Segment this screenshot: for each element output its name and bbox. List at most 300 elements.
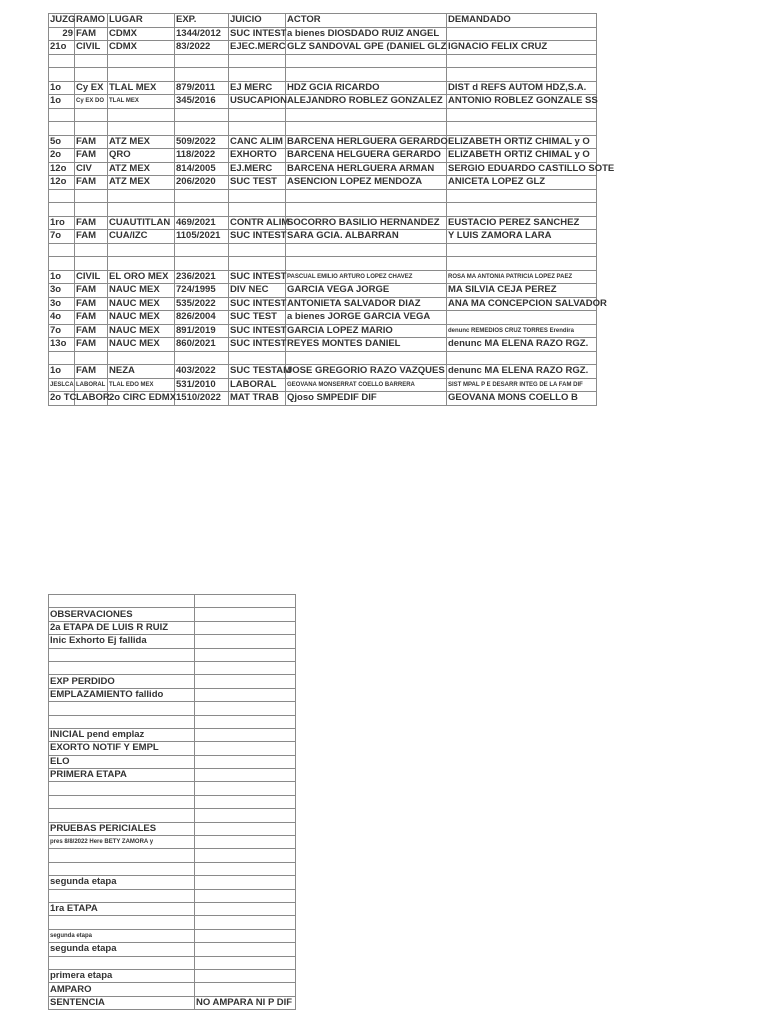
- table-cell: EUSTACIO PEREZ SANCHEZ: [447, 216, 597, 230]
- table-cell: 206/2020: [175, 176, 229, 190]
- table-cell: CDMX: [108, 27, 175, 41]
- table-row: [49, 392, 597, 406]
- table-cell: INICIAL pend emplaz: [49, 728, 195, 741]
- table-cell: [49, 351, 75, 365]
- table-cell: [195, 595, 296, 608]
- table-cell: [286, 257, 447, 271]
- table-cell: DIV NEC: [229, 284, 286, 298]
- table-cell: [447, 311, 597, 325]
- table-cell: CONTR ALIM: [230, 216, 290, 228]
- table-cell: ELIZABETH ORTIZ CHIMAL y O: [447, 149, 597, 163]
- table-cell: REYES MONTES DANIEL: [286, 338, 447, 352]
- table-row: [49, 338, 597, 352]
- table-cell: JOSE GREGORIO RAZO VAZQUES: [287, 365, 445, 377]
- table-cell: [195, 849, 296, 862]
- table-cell: [286, 68, 447, 82]
- table-cell: [49, 203, 75, 217]
- table-row: [49, 176, 597, 190]
- table-cell: [75, 68, 108, 82]
- table-cell: denunc MA ELENA RAZO RGZ.: [447, 338, 597, 352]
- table-cell: 2o TC: [50, 392, 77, 404]
- table-cell: [75, 108, 108, 122]
- table-cell: [447, 68, 597, 82]
- table-cell: ALEJANDRO ROBLEZ GONZALEZ: [286, 95, 447, 109]
- table-cell: NAUC MEX: [108, 297, 175, 311]
- table-cell: EXP PERDIDO: [49, 675, 195, 688]
- table-cell: [286, 189, 447, 203]
- table-cell: ASENCION LOPEZ MENDOZA: [286, 176, 447, 190]
- table-cell: 3o: [49, 297, 75, 311]
- table-row: [49, 54, 597, 68]
- table-cell: SUC INTEST: [230, 230, 287, 242]
- table-cell: GLZ SANDOVAL GPE (DANIEL GLZ: [287, 41, 447, 53]
- table-cell: [286, 122, 447, 136]
- table-cell: 1344/2012: [175, 27, 229, 41]
- table-cell: [49, 595, 195, 608]
- table-row: [49, 943, 296, 956]
- table-cell: QRO: [108, 149, 175, 163]
- table-cell: TLAL MEX: [108, 81, 175, 95]
- table-cell: FAM: [75, 216, 108, 230]
- table-cell: 860/2021: [175, 338, 229, 352]
- table-cell: 12o: [49, 176, 75, 190]
- table-cell: [195, 635, 296, 648]
- table-cell: [49, 916, 195, 929]
- table-cell: [195, 782, 296, 795]
- table-cell: [75, 257, 108, 271]
- table-cell: SERGIO EDUARDO CASTILLO SOTE: [448, 162, 615, 174]
- table-cell: [195, 916, 296, 929]
- table-cell: 1o: [49, 95, 75, 109]
- table-cell: 826/2004: [175, 311, 229, 325]
- table-cell: Y LUIS ZAMORA LARA: [447, 230, 597, 244]
- table-row: [49, 608, 296, 621]
- table-cell: CDMX: [108, 41, 175, 55]
- table-row: [49, 795, 296, 808]
- table-cell: SOCORRO BASILIO HERNANDEZ: [286, 216, 447, 230]
- table-cell: [195, 943, 296, 956]
- table-cell: Qjoso SMPEDIF DIF: [286, 392, 447, 406]
- table-cell: [175, 108, 229, 122]
- table-row: [49, 27, 597, 41]
- table-row: [49, 983, 296, 996]
- table-cell: 83/2022: [175, 41, 229, 55]
- table-cell: 7o: [49, 230, 75, 244]
- table-cell: MA SILVIA CEJA PEREZ: [447, 284, 597, 298]
- table-cell: [447, 108, 597, 122]
- table-row: [49, 782, 296, 795]
- table-cell: IGNACIO FELIX CRUZ: [447, 41, 597, 55]
- table-cell: CUA/IZC: [108, 230, 175, 244]
- table-cell: segunda etapa: [49, 929, 195, 942]
- table-cell: [195, 822, 296, 835]
- table-cell: [447, 27, 597, 41]
- table-cell: segunda etapa: [49, 943, 195, 956]
- column-header: RAMO: [75, 14, 108, 28]
- table-cell: [195, 702, 296, 715]
- table-cell: [49, 189, 75, 203]
- table-cell: FAM: [75, 149, 108, 163]
- table-cell: NAUC MEX: [108, 311, 175, 325]
- table-row: [49, 108, 597, 122]
- table-cell: [195, 876, 296, 889]
- table-row: [49, 635, 296, 648]
- table-cell: EXORTO NOTIF Y EMPL: [49, 742, 195, 755]
- table-row: [49, 675, 296, 688]
- table-cell: CUAUTITLAN: [108, 216, 175, 230]
- table-row: [49, 230, 597, 244]
- table-cell: [229, 351, 286, 365]
- table-cell: FAM: [75, 297, 108, 311]
- table-cell: [49, 862, 195, 875]
- table-cell: 4o: [49, 311, 75, 325]
- table-cell: [108, 243, 175, 257]
- table-cell: BARCENA HELGUERA GERARDO: [286, 149, 447, 163]
- table-cell: LABOR.: [76, 392, 113, 404]
- column-header: DEMANDADO: [447, 14, 597, 28]
- table-cell: TLAL MEX: [108, 95, 175, 109]
- table-cell: SUC TEST: [229, 176, 286, 190]
- table-cell: a bienes DIOSDADO RUIZ ANGEL: [286, 27, 447, 41]
- table-cell: [195, 742, 296, 755]
- table-cell: SARA GCIA. ALBARRAN: [286, 230, 447, 244]
- table-cell: 403/2022: [175, 365, 229, 379]
- table-row: [49, 755, 296, 768]
- table-cell: FAM: [75, 27, 108, 41]
- table-cell: [49, 782, 195, 795]
- table-cell: [49, 257, 75, 271]
- table-cell: PRUEBAS PERICIALES: [49, 822, 195, 835]
- table-cell: ATZ MEX: [108, 135, 175, 149]
- table-cell: [195, 715, 296, 728]
- table-cell: SIST MPAL P E DESARR INTEG DE LA FAM DIF: [447, 378, 597, 392]
- table-row: [49, 203, 597, 217]
- table-cell: 2o: [49, 149, 75, 163]
- table-row: [49, 809, 296, 822]
- table-cell: PASCUAL EMILIO ARTURO LOPEZ CHAVEZ: [286, 270, 447, 284]
- table-cell: ROSA MA ANTONIA PATRICIA LOPEZ PAEZ: [447, 270, 597, 284]
- table-cell: pres 8/8/2022 Here BETY ZAMORA y: [49, 836, 195, 849]
- table-cell: [195, 862, 296, 875]
- table-row: [49, 284, 597, 298]
- table-cell: EL ORO MEX: [108, 270, 175, 284]
- table-cell: FAM: [75, 176, 108, 190]
- table-cell: 345/2016: [175, 95, 229, 109]
- table-cell: [175, 54, 229, 68]
- table-cell: TLAL EDO MEX: [108, 378, 175, 392]
- table-row: [49, 311, 597, 325]
- table-cell: [175, 243, 229, 257]
- table-cell: 724/1995: [175, 284, 229, 298]
- table-row: [49, 149, 597, 163]
- table-cell: CIVIL: [75, 270, 108, 284]
- table-cell: SENTENCIA: [49, 996, 195, 1009]
- table-cell: FAM: [75, 135, 108, 149]
- table-cell: [49, 122, 75, 136]
- table-cell: 1105/2021: [175, 230, 229, 244]
- table-cell: 814/2005: [175, 162, 229, 176]
- table-row: [49, 969, 296, 982]
- table-cell: CIV: [75, 162, 108, 176]
- table-cell: SUC INTEST: [230, 270, 287, 282]
- table-cell: EXHORTO: [229, 149, 286, 163]
- table-cell: [49, 715, 195, 728]
- table-cell: [195, 929, 296, 942]
- table-cell: FAM: [75, 324, 108, 338]
- table-cell: [75, 243, 108, 257]
- table-row: [49, 270, 597, 284]
- table-cell: SUC INTEST: [230, 27, 287, 39]
- table-row: [49, 122, 597, 136]
- table-row: [49, 956, 296, 969]
- table-row: [49, 996, 296, 1009]
- table-row: [49, 297, 597, 311]
- table-row: [49, 68, 597, 82]
- table-cell: [286, 203, 447, 217]
- table-cell: 891/2019: [175, 324, 229, 338]
- table-cell: [447, 257, 597, 271]
- table-cell: AMPARO: [49, 983, 195, 996]
- table-row: [49, 702, 296, 715]
- table-row: [49, 822, 296, 835]
- table-cell: [195, 809, 296, 822]
- table-cell: SUC INTEST: [230, 297, 287, 309]
- table-cell: [108, 351, 175, 365]
- table-cell: ANTONIETA SALVADOR DIAZ: [286, 297, 447, 311]
- table-cell: [108, 68, 175, 82]
- table-cell: FAM: [75, 311, 108, 325]
- table-cell: LABORAL: [75, 378, 108, 392]
- table-cell: [108, 54, 175, 68]
- table-cell: NEZA: [108, 365, 175, 379]
- table-cell: GARCIA VEGA JORGE: [286, 284, 447, 298]
- table-cell: segunda etapa: [49, 876, 195, 889]
- table-cell: 1o: [49, 81, 75, 95]
- table-row: [49, 81, 597, 95]
- header-row: [49, 14, 597, 28]
- table-cell: [195, 621, 296, 634]
- table-cell: SUC TESTAM: [230, 365, 292, 377]
- table-cell: [229, 108, 286, 122]
- table-cell: [108, 257, 175, 271]
- table-cell: 1o: [49, 365, 75, 379]
- table-row: [49, 862, 296, 875]
- table-row: [49, 162, 597, 176]
- table-row: [49, 41, 597, 55]
- table-cell: [49, 243, 75, 257]
- table-cell: [195, 969, 296, 982]
- table-cell: SUC INTEST: [230, 324, 287, 336]
- table-row: [49, 216, 597, 230]
- table-cell: FAM: [75, 230, 108, 244]
- table-cell: EJ.MERC: [229, 162, 286, 176]
- table-row: [49, 889, 296, 902]
- table-row: [49, 257, 597, 271]
- table-cell: BARCENA HERLGUERA ARMAN: [286, 162, 447, 176]
- table-cell: CANC ALIM: [229, 135, 286, 149]
- table-cell: Cy EX: [75, 81, 108, 95]
- observations-table: [48, 594, 296, 1010]
- table-cell: [75, 122, 108, 136]
- table-cell: [447, 351, 597, 365]
- column-header: ACTOR: [286, 14, 447, 28]
- table-cell: [286, 108, 447, 122]
- table-cell: [195, 983, 296, 996]
- table-cell: 2o CIRC EDMX: [109, 392, 177, 404]
- table-row: [49, 929, 296, 942]
- table-cell: [175, 257, 229, 271]
- table-row: [49, 769, 296, 782]
- table-cell: [49, 889, 195, 902]
- table-cell: ATZ MEX: [108, 176, 175, 190]
- table-cell: EJEC.MERC: [230, 41, 286, 53]
- table-cell: EMPLAZAMIENTO fallido: [49, 688, 195, 701]
- table-cell: LABORAL: [229, 378, 286, 392]
- table-cell: GEOVANA MONS COELLO B: [447, 392, 597, 406]
- table-row: [49, 324, 597, 338]
- table-cell: [447, 243, 597, 257]
- table-row: [49, 849, 296, 862]
- table-cell: OBSERVACIONES: [49, 608, 195, 621]
- table-cell: ELO: [49, 755, 195, 768]
- table-cell: 879/2011: [175, 81, 229, 95]
- table-row: [49, 715, 296, 728]
- table-cell: [49, 108, 75, 122]
- table-cell: EJ MERC: [229, 81, 286, 95]
- table-cell: [49, 956, 195, 969]
- table-cell: GEOVANA MONSERRAT COELLO BARRERA: [286, 378, 447, 392]
- table-cell: a bienes JORGE GARCIA VEGA: [286, 311, 447, 325]
- table-cell: 21o: [49, 41, 75, 55]
- table-cell: ATZ MEX: [108, 162, 175, 176]
- table-cell: [49, 648, 195, 661]
- table-cell: denunc MA ELENA RAZO RGZ.: [447, 365, 597, 379]
- table-cell: [286, 54, 447, 68]
- table-cell: ANICETA LOPEZ GLZ: [447, 176, 597, 190]
- table-row: [49, 365, 597, 379]
- table-cell: [49, 849, 195, 862]
- table-cell: 1ra ETAPA: [49, 902, 195, 915]
- column-header: EXP.: [175, 14, 229, 28]
- table-cell: [175, 203, 229, 217]
- table-cell: HDZ GCIA RICARDO: [286, 81, 447, 95]
- table-cell: [108, 189, 175, 203]
- table-row: [49, 595, 296, 608]
- table-cell: FAM: [75, 338, 108, 352]
- column-header: JUZG: [50, 14, 76, 26]
- table-cell: USUCAPION: [230, 95, 288, 107]
- table-cell: FAM: [75, 284, 108, 298]
- table-cell: [229, 257, 286, 271]
- table-cell: [49, 809, 195, 822]
- table-row: [49, 688, 296, 701]
- table-row: [49, 902, 296, 915]
- table-cell: NAUC MEX: [108, 324, 175, 338]
- table-cell: Cy EX DO: [75, 95, 108, 109]
- table-cell: JESLCA: [49, 378, 75, 392]
- table-cell: [195, 902, 296, 915]
- table-row: [49, 836, 296, 849]
- table-cell: NAUC MEX: [108, 338, 175, 352]
- table-cell: [49, 68, 75, 82]
- table-cell: [49, 702, 195, 715]
- table-cell: PRIMERA ETAPA: [49, 769, 195, 782]
- table-cell: [447, 203, 597, 217]
- table-row: [49, 742, 296, 755]
- table-cell: 118/2022: [175, 149, 229, 163]
- table-row: [49, 728, 296, 741]
- table-cell: primera etapa: [49, 969, 195, 982]
- table-cell: 29: [49, 27, 75, 41]
- table-cell: [447, 189, 597, 203]
- table-cell: [49, 54, 75, 68]
- table-cell: [195, 648, 296, 661]
- table-row: [49, 648, 296, 661]
- table-cell: [195, 795, 296, 808]
- table-cell: 5o: [49, 135, 75, 149]
- table-row: [49, 621, 296, 634]
- table-cell: 13o: [49, 338, 75, 352]
- table-cell: [195, 661, 296, 674]
- table-cell: [75, 189, 108, 203]
- table-cell: [49, 795, 195, 808]
- table-cell: ANTONIO ROBLEZ GONZALE SS: [448, 95, 598, 107]
- table-cell: SUC TEST: [229, 311, 286, 325]
- table-cell: [195, 688, 296, 701]
- table-cell: NAUC MEX: [108, 284, 175, 298]
- table-row: [49, 189, 597, 203]
- table-cell: 469/2021: [175, 216, 229, 230]
- table-cell: SUC INTEST: [230, 338, 287, 350]
- table-cell: [286, 351, 447, 365]
- table-cell: ELIZABETH ORTIZ CHIMAL y O: [447, 135, 597, 149]
- table-cell: denunc REMEDIOS CRUZ TORRES Erendira: [447, 324, 597, 338]
- cases-table: [48, 13, 615, 406]
- table-cell: FAM: [75, 365, 108, 379]
- table-cell: [49, 661, 195, 674]
- table-cell: [447, 54, 597, 68]
- column-header: LUGAR: [108, 14, 175, 28]
- table-row: [49, 916, 296, 929]
- table-cell: MAT TRAB: [229, 392, 286, 406]
- table-cell: 3o: [49, 284, 75, 298]
- table-cell: 1o: [49, 270, 75, 284]
- table-cell: 236/2021: [175, 270, 229, 284]
- table-row: [49, 243, 597, 257]
- table-cell: [175, 351, 229, 365]
- table-cell: [447, 122, 597, 136]
- table-cell: [195, 728, 296, 741]
- table-cell: [195, 836, 296, 849]
- table-cell: 1ro: [49, 216, 75, 230]
- table-cell: [175, 68, 229, 82]
- table-cell: GARCIA LOPEZ MARIO: [286, 324, 447, 338]
- table-cell: 531/2010: [175, 378, 229, 392]
- table-row: [49, 661, 296, 674]
- table-cell: [108, 203, 175, 217]
- table-row: [49, 135, 597, 149]
- table-row: [49, 351, 597, 365]
- table-cell: 12o: [49, 162, 75, 176]
- table-cell: [175, 122, 229, 136]
- table-cell: 7o: [49, 324, 75, 338]
- table-cell: [175, 189, 229, 203]
- table-cell: DIST d REFS AUTOM HDZ,S.A.: [447, 81, 597, 95]
- table-cell: [286, 243, 447, 257]
- table-row: [49, 95, 597, 109]
- table-cell: [229, 54, 286, 68]
- table-cell: 1510/2022: [175, 392, 229, 406]
